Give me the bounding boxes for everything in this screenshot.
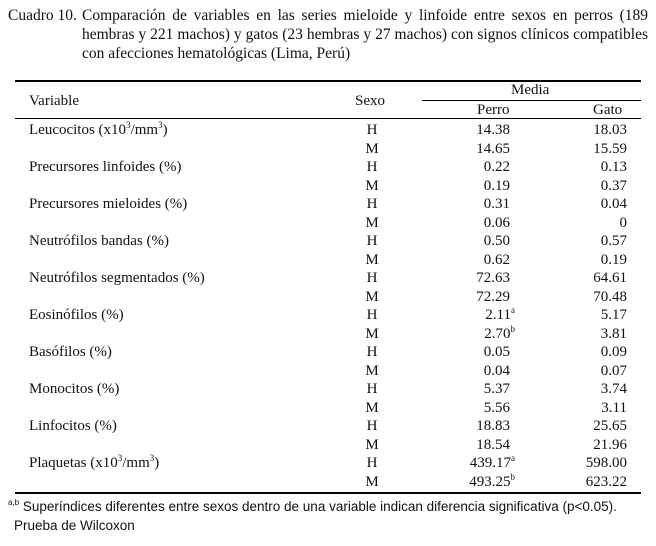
cell-perro <box>415 232 515 250</box>
cell-perro <box>415 362 515 380</box>
cell-sexo: H <box>366 122 378 138</box>
cell-variable <box>29 269 205 287</box>
footnote-line-2: Prueba de Wilcoxon <box>14 518 135 533</box>
footnote-marks: a,b <box>8 498 20 507</box>
significance-superscript: b <box>510 471 515 482</box>
cell-sexo: M <box>365 362 379 379</box>
table-row <box>15 232 641 250</box>
perro-value: 493.25 <box>469 473 511 490</box>
table-row <box>15 288 641 306</box>
header-bottom-rule <box>15 118 641 119</box>
variable-label: Basófilos (%) <box>29 344 112 360</box>
cell-gato: 18.03 <box>593 122 627 138</box>
table-row <box>15 325 641 343</box>
table-row <box>15 343 641 361</box>
header-perro: Perro <box>477 102 510 118</box>
header-sexo: Sexo <box>355 93 385 109</box>
cell-gato: 598.00 <box>585 455 627 471</box>
table-row <box>15 121 641 139</box>
cell-gato: 623.22 <box>585 473 627 490</box>
perro-value: 0.62 <box>483 251 510 268</box>
table-row <box>15 269 641 287</box>
cell-perro <box>415 417 515 435</box>
variable-label: Plaquetas (x10 <box>29 455 118 471</box>
table-bottom-rule <box>15 492 641 494</box>
cell-sexo: H <box>366 307 378 323</box>
significance-superscript: a <box>511 453 515 463</box>
cell-gato: 5.17 <box>600 307 627 323</box>
unit-superscript: 3 <box>117 453 123 463</box>
cell-sexo: H <box>366 270 378 286</box>
cell-variable <box>29 121 168 139</box>
cell-variable <box>29 232 169 250</box>
cell-perro <box>415 214 515 232</box>
cell-perro <box>415 251 515 269</box>
cell-sexo: H <box>366 196 378 212</box>
cell-perro <box>415 473 515 491</box>
cell-gato: 0 <box>619 214 627 231</box>
table-row <box>15 140 641 158</box>
cell-gato: 70.48 <box>593 288 627 305</box>
cell-variable <box>29 158 181 176</box>
perro-value: 0.22 <box>483 159 510 175</box>
perro-value: 2.70 <box>484 325 511 342</box>
cell-sexo: H <box>366 455 378 471</box>
cell-sexo: M <box>365 288 379 305</box>
unit-text: /mm <box>130 122 159 138</box>
cell-perro <box>415 177 515 195</box>
cell-perro <box>415 306 515 324</box>
cell-perro <box>415 325 515 343</box>
footnote-line-1 <box>8 497 617 516</box>
cell-perro <box>415 454 515 472</box>
cell-perro <box>415 195 515 213</box>
cell-gato: 0.09 <box>600 344 627 360</box>
cell-perro <box>415 436 515 454</box>
perro-value: 0.05 <box>483 344 510 360</box>
unit-tail: ) <box>162 122 168 138</box>
cell-variable <box>29 306 124 324</box>
table-row <box>15 417 641 435</box>
cell-sexo: M <box>365 436 379 453</box>
table-row <box>15 436 641 454</box>
table-row <box>15 362 641 380</box>
cell-variable <box>29 343 112 361</box>
cell-gato: 0.19 <box>600 251 627 268</box>
cell-sexo: M <box>365 473 379 490</box>
cell-gato: 25.65 <box>593 418 627 434</box>
unit-superscript: 3 <box>158 120 163 130</box>
cell-sexo: H <box>366 418 378 434</box>
cell-perro <box>415 121 515 139</box>
cell-gato: 0.37 <box>600 177 627 194</box>
table-row <box>15 306 641 324</box>
cell-sexo: H <box>366 344 378 360</box>
table-row <box>15 177 641 195</box>
unit-superscript: 3 <box>149 453 155 463</box>
cell-sexo: M <box>365 399 379 416</box>
perro-value: 0.19 <box>483 177 510 194</box>
perro-value: 2.11 <box>485 307 511 323</box>
caption-label: Cuadro 10. <box>8 7 77 24</box>
unit-text: /mm <box>122 455 150 471</box>
perro-value: 439.17 <box>469 455 511 471</box>
variable-label: Neutrófilos bandas (%) <box>29 233 169 249</box>
cell-gato: 3.81 <box>600 325 627 342</box>
media-group-rule <box>422 100 641 101</box>
variable-label: Leucocitos (x10 <box>29 122 127 138</box>
cell-sexo: M <box>365 251 379 268</box>
table-row <box>15 214 641 232</box>
cell-perro <box>415 158 515 176</box>
perro-value: 0.04 <box>483 362 510 379</box>
variable-label: Precursores mieloides (%) <box>29 196 188 212</box>
variable-label: Neutrófilos segmentados (%) <box>29 270 205 286</box>
cell-perro <box>415 140 515 158</box>
table-footnote <box>8 497 617 535</box>
cell-perro <box>415 343 515 361</box>
cell-variable <box>29 454 159 472</box>
significance-superscript: a <box>511 305 515 315</box>
perro-value: 18.83 <box>476 418 510 434</box>
cell-sexo: M <box>365 214 379 231</box>
cell-perro <box>415 269 515 287</box>
variable-label: Precursores linfoides (%) <box>29 159 182 175</box>
cell-variable <box>29 417 117 435</box>
cell-gato: 64.61 <box>593 270 627 286</box>
table-row <box>15 158 641 176</box>
unit-superscript: 3 <box>126 120 131 130</box>
perro-value: 14.38 <box>476 122 510 138</box>
cell-sexo: M <box>365 140 379 157</box>
cell-sexo: H <box>366 381 378 397</box>
cell-perro <box>415 380 515 398</box>
header-variable: Variable <box>29 93 79 109</box>
variable-label: Eosinófilos (%) <box>29 307 124 323</box>
perro-value: 5.56 <box>483 399 510 416</box>
cell-gato: 15.59 <box>593 140 627 157</box>
cell-sexo: M <box>365 325 379 342</box>
cell-sexo: H <box>366 159 378 175</box>
table-row <box>15 380 641 398</box>
perro-value: 0.50 <box>483 233 510 249</box>
cell-gato: 3.11 <box>601 399 627 416</box>
table-row <box>15 454 641 472</box>
perro-value: 0.31 <box>483 196 510 212</box>
cell-perro <box>415 288 515 306</box>
variable-label: Linfocitos (%) <box>29 418 117 434</box>
header-gato: Gato <box>593 102 623 118</box>
cell-sexo: M <box>365 177 379 194</box>
caption-text: Comparación de variables en las series mieloide y linfoide entre sexos en perros (189 hembras y 221 machos) y gatos (23 hembras y 27 machos) con signos clínicos compatibles con afecciones hematológicas (Lima, Perú) <box>82 7 648 62</box>
cell-gato: 0.04 <box>600 196 627 212</box>
table-row <box>15 251 641 269</box>
unit-tail: ) <box>154 455 160 471</box>
cell-gato: 0.13 <box>600 159 627 175</box>
cell-gato: 21.96 <box>593 436 627 453</box>
perro-value: 14.65 <box>476 140 510 157</box>
cell-variable <box>29 380 119 398</box>
perro-value: 18.54 <box>476 436 510 453</box>
table-row <box>15 399 641 417</box>
perro-value: 72.29 <box>476 288 510 305</box>
cell-perro <box>415 399 515 417</box>
cell-variable <box>29 195 187 213</box>
perro-value: 72.63 <box>476 270 510 286</box>
table-row <box>15 473 641 491</box>
cell-gato: 0.57 <box>600 233 627 249</box>
variable-label: Monocitos (%) <box>29 381 120 397</box>
cell-gato: 0.07 <box>600 362 627 379</box>
header-media: Media <box>511 82 550 98</box>
cell-sexo: H <box>366 233 378 249</box>
table-row <box>15 195 641 213</box>
significance-superscript: b <box>510 323 515 334</box>
cell-gato: 3.74 <box>600 381 627 397</box>
perro-value: 5.37 <box>483 381 510 397</box>
perro-value: 0.06 <box>483 214 510 231</box>
footnote-text: Superíndices diferentes entre sexos dentro de una variable indican diferencia significativa (p<0.05). <box>19 499 617 514</box>
